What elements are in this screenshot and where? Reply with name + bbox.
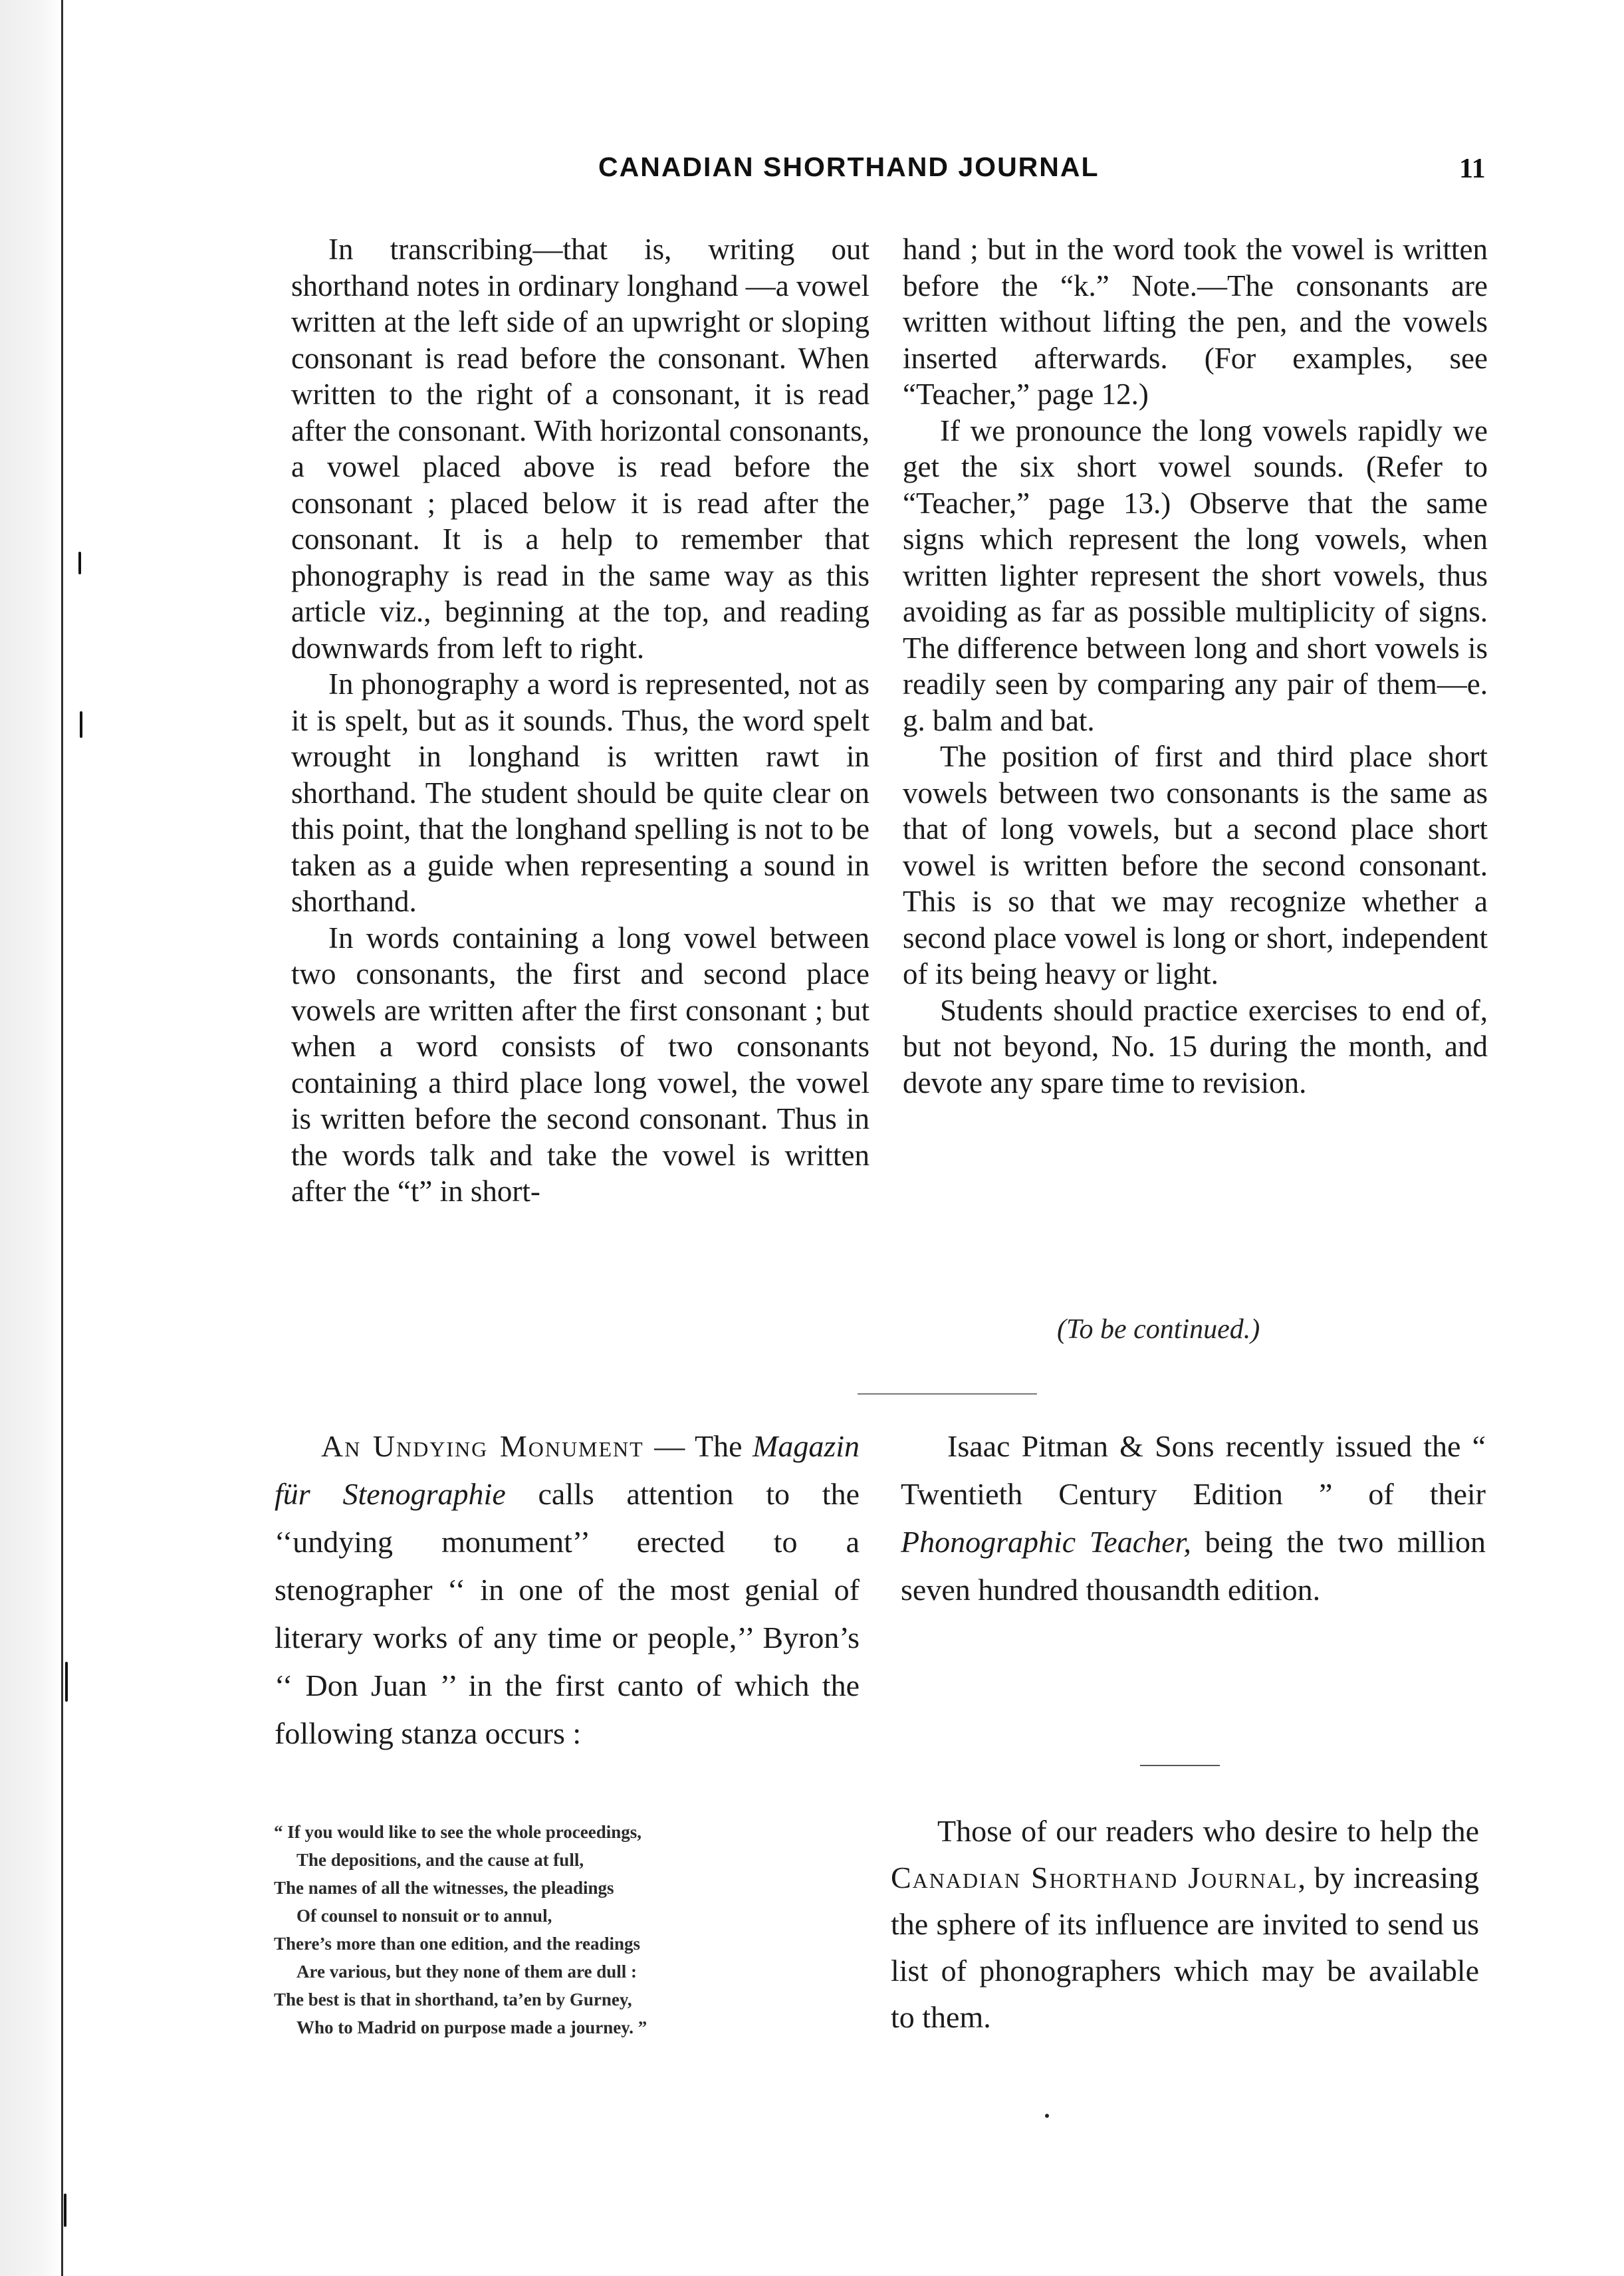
right-column-top	[903, 231, 1488, 1101]
pitman-paragraph	[901, 1422, 1486, 1614]
binding-mark	[64, 2194, 66, 2227]
binding-edge	[0, 0, 63, 2276]
pitman-text-end: being the two million seven hundred thousandth edition.	[901, 1525, 1486, 1607]
stanza-line: “ If you would like to see the whole proceedings,	[274, 1822, 642, 1842]
stanza-line: Are various, but they none of them are dull :	[296, 1962, 637, 1982]
binding-mark	[78, 552, 81, 574]
magazine-title: Magazin für Stenographie	[275, 1429, 860, 1511]
readers-paragraph	[891, 1808, 1479, 2041]
book-title: Phonographic Teacher,	[901, 1525, 1191, 1559]
paragraph-exercises: Students should practice exercises to end of, but not beyond, No. 15 during the month, and devote any spare time to revision.	[903, 993, 1488, 1099]
journal-name: Canadian Shorthand Journal	[891, 1861, 1298, 1894]
stanza-line: The names of all the witnesses, the pleadings	[274, 1878, 614, 1898]
monument-text-body: calls attention to the ‘‘undying monument’’ erected to a stenographer ‘‘ in one of the most genial of literary works of any time or people,’’ Byron’s ‘‘ Don Juan ’’ in the first canto of which the following stanza occurs :	[275, 1477, 860, 1750]
byron-stanza	[274, 1818, 859, 2041]
ink-speck	[1045, 2114, 1049, 2118]
monument-text-lead: The	[685, 1429, 753, 1463]
paragraph-transcribing: In transcribing—that is, writing out shorthand notes in ordinary longhand —a vowel written at the left side of an upwright or sloping consonant is read before the consonant. When written to the right of a consonant, it is read after the consonant. With horizontal consonants, a vowel placed above is read before the consonant ; placed below it is read after the consonant. It is a help to remember that phonography is read in the same way as this article viz., beginning at the top, and reading downwards from left to right.	[291, 233, 870, 665]
stanza-line: The depositions, and the cause at full,	[296, 1850, 584, 1870]
binding-mark	[80, 711, 82, 738]
readers-notice	[891, 1808, 1479, 2041]
stanza-line: Who to Madrid on purpose made a journey. ”	[296, 2017, 647, 2037]
page-number: 11	[1459, 154, 1486, 184]
paragraph-phonography: In phonography a word is represented, not as it is spelt, but as it sounds. Thus, the word spelt wrought in longhand is written rawt in shorthand. The student should be quite clear on this point, that the longhand spelling is not to be taken as a guide when representing a sound in shorthand.	[291, 667, 870, 918]
to-be-continued-note: (To be continued.)	[1057, 1314, 1260, 1345]
notice-divider	[1140, 1765, 1220, 1766]
paragraph-short-vowels: If we pronounce the long vowels rapidly we get the six short vowel sounds. (Refer to “Teacher,” page 13.) Observe that the same signs which represent the long vowels, when written lighter represent the short vowels, thus avoiding as far as possible multiplicity of signs. The difference between long and short vowels is readily seen by comparing any pair of them—e. g. balm and bat.	[903, 413, 1488, 737]
pitman-text-lead: Isaac Pitman & Sons recently issued the “ Twentieth Century Edition ” of their	[901, 1429, 1486, 1511]
monument-article	[275, 1422, 860, 1758]
left-column-top	[291, 231, 870, 1210]
monument-paragraph	[275, 1422, 860, 1758]
monument-heading: An Undying Monument	[321, 1429, 644, 1463]
stanza-line: The best is that in shorthand, ta’en by Gurney,	[274, 1990, 632, 2009]
paragraph-long-vowel: In words containing a long vowel between two consonants, the first and second place vowels are written after the first consonant ; but when a word consists of two consonants containing a third place long vowel, the vowel is written before the second consonant. Thus in the words talk and take the vowel is written after the “t” in short-	[291, 921, 870, 1208]
readers-text-lead: Those of our readers who desire to help the	[937, 1814, 1479, 1848]
section-divider	[858, 1393, 1037, 1395]
binding-mark	[65, 1662, 68, 1702]
monument-dash: —	[643, 1429, 685, 1463]
paragraph-position: The position of first and third place short vowels between two consonants is the same as that of long vowels, but a second place short vowel is written before the second consonant. This is so that we may recognize whether a second place vowel is long or short, independent of its being heavy or light.	[903, 740, 1488, 990]
stanza-line: There’s more than one edition, and the readings	[274, 1934, 641, 1954]
running-title: CANADIAN SHORTHAND JOURNAL	[598, 152, 1100, 182]
readers-text-end: , by increasing the sphere of its influence are invited to send us list of phonographers which may be available to them.	[891, 1861, 1479, 2034]
stanza-line: Of counsel to nonsuit or to annul,	[296, 1906, 552, 1926]
pitman-notice	[901, 1422, 1486, 1614]
paragraph-hand-continued: hand ; but in the word took the vowel is written before the “k.” Note.—The consonants are written without lifting the pen, and the vowels inserted afterwards. (For examples, see “Teacher,” page 12.)	[903, 233, 1488, 411]
